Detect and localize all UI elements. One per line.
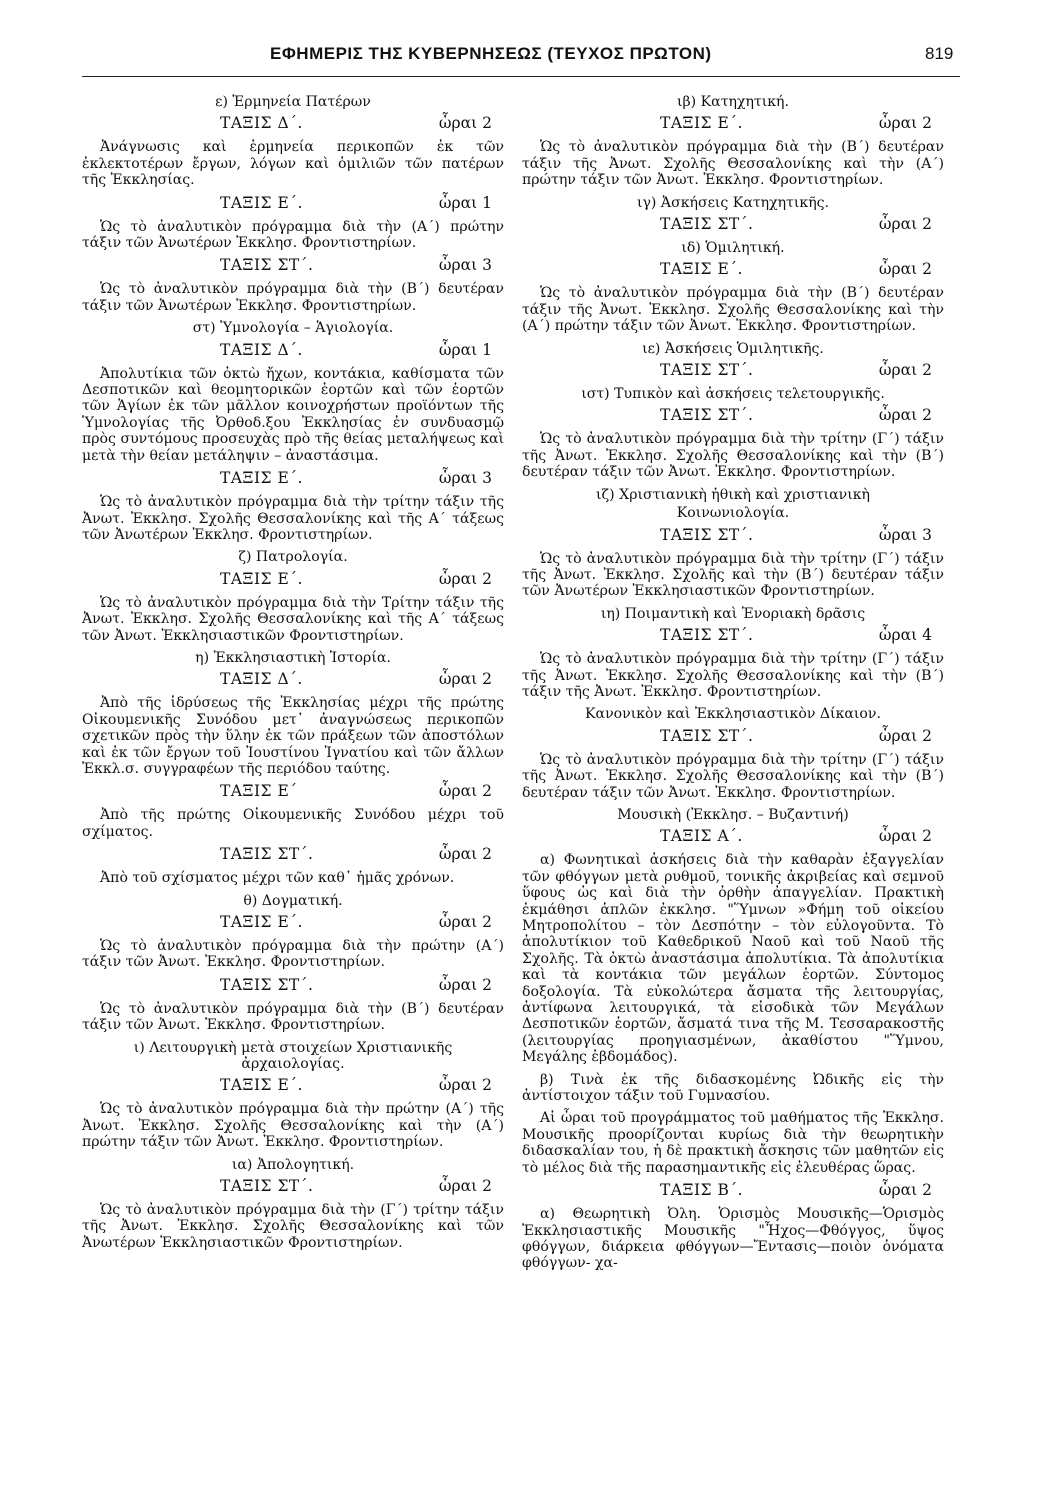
section-heading: ε) Ἑρμηνεία Πατέρων [215,94,371,110]
class-row [522,362,944,382]
paragraph: Ὡς τὸ ἀναλυτικὸν πρόγραμμα διὰ τὴν (Β΄) δευτέραν τάξιν τῆς Ἀνωτ. Σχολῆς Θεσσαλονίκης καὶ τὴν (Α΄) πρώτην τάξιν τῶν Ἀνωτ. Ἐκκλησ. Φροντιστηρίων. [522,139,944,189]
class-row [522,216,944,236]
hours-label: ὧραι 2 [438,114,492,133]
paragraph: Ὡς τὸ ἀναλυτικὸν πρόγραμμα διὰ τὴν τρίτην τάξιν τῆς Ἀνωτ. Ἐκκλησ. Σχολῆς Θεσσαλονίκης καὶ τῆς Α΄ τάξεως τῶν Ἀνωτέρων Ἐκκλησ. Φροντιστηρίων. [82,494,504,543]
paragraph: Ὡς τὸ ἀναλυτικὸν πρόγραμμα διὰ τὴν (Β΄) δευτέραν τάξιν τῶν Ἀνωτ. Ἐκκλησ. Φροντιστηρίων. [82,1000,504,1034]
class-row [82,914,504,934]
class-row [522,115,944,135]
hours-label: ὧραι 2 [878,215,932,234]
class-label: ΤΑΞΙΣ ΣΤ΄. [660,626,754,645]
class-label: ΤΑΞΙΣ Ε΄. [220,1076,303,1095]
gazette-title: ΕΦΗΜΕΡΙΣ ΤΗΣ ΚΥΒΕΡΝΗΣΕΩΣ (ΤΕΥΧΟΣ ΠΡΩΤΟΝ) [270,44,712,63]
paragraph: Ἀπὸ τῆς πρώτης Οἰκουμενικῆς Συνόδου μέχρι τοῦ σχίματος. [82,807,504,840]
hours-label: ὧραι 2 [878,726,932,745]
class-row [82,977,504,997]
class-row [82,671,504,691]
paragraph: Ὡς τὸ ἀναλυτικὸν πρόγραμμα διὰ τὴν τρίτην (Γ΄) τάξιν τῆς Ἀνωτ. Ἐκκλησ. Σχολῆς Θεσσαλονίκης καὶ τὴν (Β΄) δευτέραν τάξιν τῶν Ἀνωτ. Ἐκκλησ. Φροντιστηρίων. [522,751,944,801]
hours-label: ὧραι 2 [438,782,492,801]
class-label: ΤΑΞΙΣ ΣΤ΄. [660,525,754,544]
paragraph: Ὡς τὸ ἀναλυτικὸν πρόγραμμα διὰ τὴν τρίτην (Γ΄) τάξιν τῆς Ἀνωτ. Ἐκκλησ. Σχολῆς Θεσσαλονίκης καὶ τὴν (Β΄) τάξιν τῆς Ἀνωτ. Ἐκκλησ. Φροντιστηρίων. [522,651,944,700]
hours-label: ὧραι 2 [438,1076,492,1095]
hours-label: ὧραι 4 [878,626,932,645]
class-row [82,115,504,135]
class-row [82,257,504,277]
section-heading-cont: Κοινωνιολογία. [676,505,790,522]
class-label: ΤΑΞΙΣ ΣΤ΄. [220,975,314,994]
section-heading: ιβ) Κατηχητική. [677,94,789,110]
paragraph: Ὡς τὸ ἀναλυτικὸν πρόγραμμα διὰ τὴν (Α΄) πρώτην τάξιν τῶν Ἀνωτέρων Ἐκκλησ. Φροντιστηρίων. [82,218,504,252]
hours-label: ὧραι 1 [438,193,492,212]
class-row [522,527,944,547]
class-label: ΤΑΞΙΣ Ε΄. [660,114,743,133]
paragraph: α) Θεωρητικὴ Ὀλη. Ὁρισμὸς Μουσικῆς—Ὁρισμὸς Ἐκκλησιαστικῆς Μουσικῆς "Ἦχος—Φθόγγος, ὕψος φθόγγων, διάρκεια φθόγγων—Ἔντασις—ποιὸν ὀνόματα φθόγγων- χα- [522,1206,944,1272]
section-heading: ιζ) Χριστιανικὴ ἠθικὴ καὶ χριστιανικὴ [596,486,870,503]
class-row [82,342,504,362]
class-row [522,828,944,848]
class-label: ΤΑΞΙΣ ΣΤ΄. [660,406,754,425]
class-row [82,470,504,490]
section-heading: ιγ) Ἀσκήσεις Κατηχητικῆς. [636,194,830,211]
paragraph: α) Φωνητικαὶ ἀσκήσεις διὰ τὴν καθαρὰν ἐξαγγελίαν τῶν φθόγγων μετὰ ρυθμοῦ, τονικῆς ἀκριβείας καὶ σεμνοῦ ὕφους ὡς καὶ διὰ τὴν ὀρθὴν ἀπαγγελίαν. Πρακτικὴ ἐκμάθησι ἁπλῶν ἐκκλησ. "Ὕμνων »Φήμη τοῦ οἰκείου Μητροπολίτου – τὸν Δεσπότην – τὸν εὐλογοῦντα. Τὸ ἀπολυτίκιον τοῦ Καθεδρικοῦ Ναοῦ καὶ τοῦ Ναοῦ τῆς Σχολῆς. Τὰ ὀκτὼ ἀναστάσιμα ἀπολυτίκια. Τὰ ἀπολυτίκια καὶ τὰ κοντάκια τῶν μεγάλων ἑορτῶν. Σύντομος δοξολογία. Τὰ εὐκολώτερα ἄσματα τῆς λειτουργίας, ἀντίφωνα λειτουργικά, τὰ εἰσοδικὰ τῶν Μεγάλων Δεσποτικῶν ἑορτῶν, ἄσματά τινα τῆς Μ. Τεσσαρακοστῆς (λειτουργίας προηγιασμένων, ἀκαθίστου "Ὕμνου, Μεγάλης ἑβδομάδος). [522,852,944,1066]
hours-label: ὧραι 2 [438,913,492,931]
class-label: ΤΑΞΙΣ ΣΤ΄. [220,256,314,275]
hours-label: ὧραι 2 [878,114,932,133]
hours-label: ὧραι 2 [438,845,492,864]
class-row [522,261,944,281]
class-label: ΤΑΞΙΣ Δ΄. [220,340,303,359]
hours-label: ὧραι 1 [438,340,492,359]
class-row [82,571,504,591]
hours-label: ὧραι 2 [878,361,932,380]
paragraph: Αἱ ὧραι τοῦ προγράμματος τοῦ μαθήματος τῆς Ἐκκλησ. Μουσικῆς προορίζονται κυρίως διὰ τὴν θεωρητικὴν διδασκαλίαν του, ἡ δὲ πρακτικὴ ἄσκησις τῶν μαθητῶν εἰς τὸ μέλος διὰ τῆς παρασημαντικῆς εἰς ἐλευθέρας ὥρας. [522,1110,944,1176]
class-row [522,627,944,647]
class-label: ΤΑΞΙΣ Β΄. [660,1181,744,1200]
section-heading: Κανονικὸν καὶ Ἐκκλησιαστικὸν Δίκαιον. [585,706,881,723]
class-row [522,728,944,748]
class-label: ΤΑΞΙΣ Ε΄. [220,569,303,588]
paragraph: Ὡς τὸ ἀναλυτικὸν πρόγραμμα διὰ τὴν (Β΄) δευτέραν τάξιν τῆς Ἀνωτ. Ἐκκλησ. Σχολῆς Θεσσαλονίκης καὶ τὴν (Α΄) πρώτην τάξιν τῶν Ἀνωτ. Ἐκκλησ. Φροντιστηρίων. [522,285,944,335]
paragraph: Ἀπολυτίκια τῶν ὀκτὼ ἤχων, κοντάκια, καθίσματα τῶν Δεσποτικῶν καὶ θεομητορικῶν ἑορτῶν καὶ τῶν ἑορτῶν τῶν Ἁγίων ἐκ τῶν μᾶλλον κοινοχρήστων προϊόντων τῆς Ὑμνολογίας τῆς Ὀρθοδ.ξου Ἐκκλησίας ἐν συνδυασμῷ πρὸς συντόμους προσευχὰς πρὸ τῆς θείας μεταλήψεως καὶ μετὰ τὴν θείαν μετάληψιν – ἀναστάσιμα. [82,365,504,464]
hours-label: ὧραι 2 [878,1181,932,1200]
section-heading-cont: ἀρχαιολογίας. [241,1056,345,1073]
right-column [522,90,944,1278]
class-row [522,1182,944,1202]
paragraph: Ἀπὸ τοῦ σχίσματος μέχρι τῶν καθ᾽ ἡμᾶς χρόνων. [100,870,455,887]
hours-label: ὧραι 2 [878,406,932,425]
class-row [82,846,504,866]
page-number: 819 [925,44,954,63]
class-label: ΤΑΞΙΣ Δ΄. [220,670,303,689]
header-rule [82,76,960,77]
hours-label: ὧραι 2 [438,670,492,689]
paragraph: Ὡς τὸ ἀναλυτικὸν πρόγραμμα διὰ τὴν τρίτην (Γ΄) τάξιν τῆς Ἀνωτ. Ἐκκλησ. Σχολῆς Θεσσαλονίκης καὶ τὴν (Β΄) δευτέραν τάξιν τῶν Ἀνωτ. Ἐκκλησ. Φροντιστηρίων. [522,431,944,481]
class-label: ΤΑΞΙΣ ΣΤ΄. [220,845,314,864]
section-heading: ιστ) Τυπικὸν καὶ ἀσκήσεις τελετουργικῆς. [581,386,885,403]
class-label: ΤΑΞΙΣ ΣΤ΄. [660,215,754,234]
paragraph: Ἀπὸ τῆς ἱδρύσεως τῆς Ἐκκλησίας μέχρι τῆς πρώτης Οἰκουμενικῆς Συνόδου μετ᾽ ἀναγνώσεως περικοπῶν σχετικῶν πρὸς τὴν ὕλην ἐκ τῶν πράξεων τῶν ἀποστόλων καὶ ἐκ τῶν ἔργων τοῦ Ἰουστίνου Ἰγνατίου καὶ τῶν ἄλλων Ἐκκλ.σ. συγγραφέων τῆς περιόδου ταύτης. [82,695,504,777]
class-label: ΤΑΞΙΣ ΣΤ΄. [220,1177,314,1196]
left-column [82,90,504,1257]
hours-label: ὧραι 2 [438,1177,492,1196]
section-heading: στ) Ὑμνολογία – Ἁγιολογία. [192,320,394,337]
class-label: ΤΑΞΙΣ Δ΄. [220,114,303,133]
paragraph: β) Τινὰ ἐκ τῆς διδασκομένης Ὠδικῆς εἰς τὴν ἀντίστοιχον τάξιν τοῦ Γυμνασίου. [522,1071,944,1105]
section-heading: η) Ἐκκλησιαστικὴ Ἱστορία. [195,649,391,666]
hours-label: ὧραι 2 [438,569,492,588]
page-header [0,44,1060,74]
class-label: ΤΑΞΙΣ ΣΤ΄. [660,726,754,745]
hours-label: ὧραι 3 [438,256,492,275]
class-label: ΤΑΞΙΣ Ε΄ [220,782,298,801]
section-heading: ια) Ἀπολογητική. [231,1156,355,1173]
section-heading: ι) Λειτουργικὴ μετὰ στοιχείων Χριστιανικῆς [133,1039,453,1056]
paragraph: Ὡς τὸ ἀναλυτικὸν πρόγραμμα διὰ τὴν (Β΄) δευτέραν τάξιν τῶν Ἀνωτέρων Ἐκκλησ. Φροντιστηρίων. [82,281,504,314]
section-heading: Μουσικὴ (Ἐκκλησ. – Βυζαντινή) [617,806,849,823]
class-label: ΤΑΞΙΣ Ε΄. [220,193,303,212]
paragraph: Ὡς τὸ ἀναλυτικὸν πρόγραμμα διὰ τὴν πρώτην (Α΄) τῆς Ἀνωτ. Ἐκκλησ. Σχολῆς Θεσσαλονίκης καὶ τὴν (Α΄) πρώτην τάξιν τῶν Ἀνωτ. Ἐκκλησ. Φροντιστηρίων. [82,1101,504,1151]
class-label: ΤΑΞΙΣ Α΄. [660,827,743,846]
class-row [82,1077,504,1097]
paragraph: Ὡς τὸ ἀναλυτικὸν πρόγραμμα διὰ τὴν Τρίτην τάξιν τῆς Ἀνωτ. Ἐκκλησ. Σχολῆς Θεσσαλονίκης καὶ τῆς Α΄ τάξεως τῶν Ἀνωτ. Ἐκκλησιαστικῶν Φροντιστηρίων. [82,594,504,644]
class-label: ΤΑΞΙΣ Ε΄. [220,913,303,931]
class-row [82,783,504,803]
section-heading: ιε) Ἀσκήσεις Ὁμιλητικῆς. [642,340,824,357]
section-heading: ιη) Ποιμαντικὴ καὶ Ἐνοριακὴ δρᾶσις [600,605,866,622]
hours-label: ὧραι 2 [878,260,932,279]
hours-label: ὧραι 2 [438,975,492,994]
section-heading: ζ) Πατρολογία. [238,549,348,566]
section-heading: θ) Δογματική. [243,892,343,909]
paragraph: Ὡς τὸ ἀναλυτικὸν πρόγραμμα διὰ τὴν (Γ΄) τρίτην τάξιν τῆς Ἀνωτ. Ἐκκλησ. Σχολῆς Θεσσαλονίκης καὶ τῶν Ἀνωτέρων Ἐκκλησιαστικῶν Φροντιστηρίων. [82,1202,504,1251]
paragraph: Ὡς τὸ ἀναλυτικὸν πρόγραμμα διὰ τὴν τρίτην (Γ΄) τάξιν τῆς Ἀνωτ. Ἐκκλησ. Σχολῆς καὶ τὴν (Β΄) δευτέραν τάξιν τῶν Ἀνωτέρων Ἐκκλησιαστικῶν Φροντιστηρίων. [522,550,944,600]
paragraph: Ἀνάγνωσις καὶ ἑρμηνεία περικοπῶν ἐκ τῶν ἐκλεκτοτέρων ἔργων, λόγων καὶ ὁμιλιῶν τῶν πατέρων τῆς Ἐκκλησίας. [82,139,504,189]
class-label: ΤΑΞΙΣ Ε΄. [220,469,303,488]
hours-label: ὧραι 3 [878,525,932,544]
class-label: ΤΑΞΙΣ ΣΤ΄. [660,361,754,380]
paragraph: Ὡς τὸ ἀναλυτικὸν πρόγραμμα διὰ τὴν πρώτην (Α΄) τάξιν τῶν Ἀνωτ. Ἐκκλησ. Φροντιστηρίων. [82,938,504,971]
class-row [522,407,944,427]
class-label: ΤΑΞΙΣ Ε΄. [660,260,743,279]
class-row [82,195,504,215]
section-heading: ιδ) Ὁμιλητική. [681,240,785,257]
class-row [82,1178,504,1198]
hours-label: ὧραι 2 [878,827,932,846]
hours-label: ὧραι 3 [438,469,492,488]
